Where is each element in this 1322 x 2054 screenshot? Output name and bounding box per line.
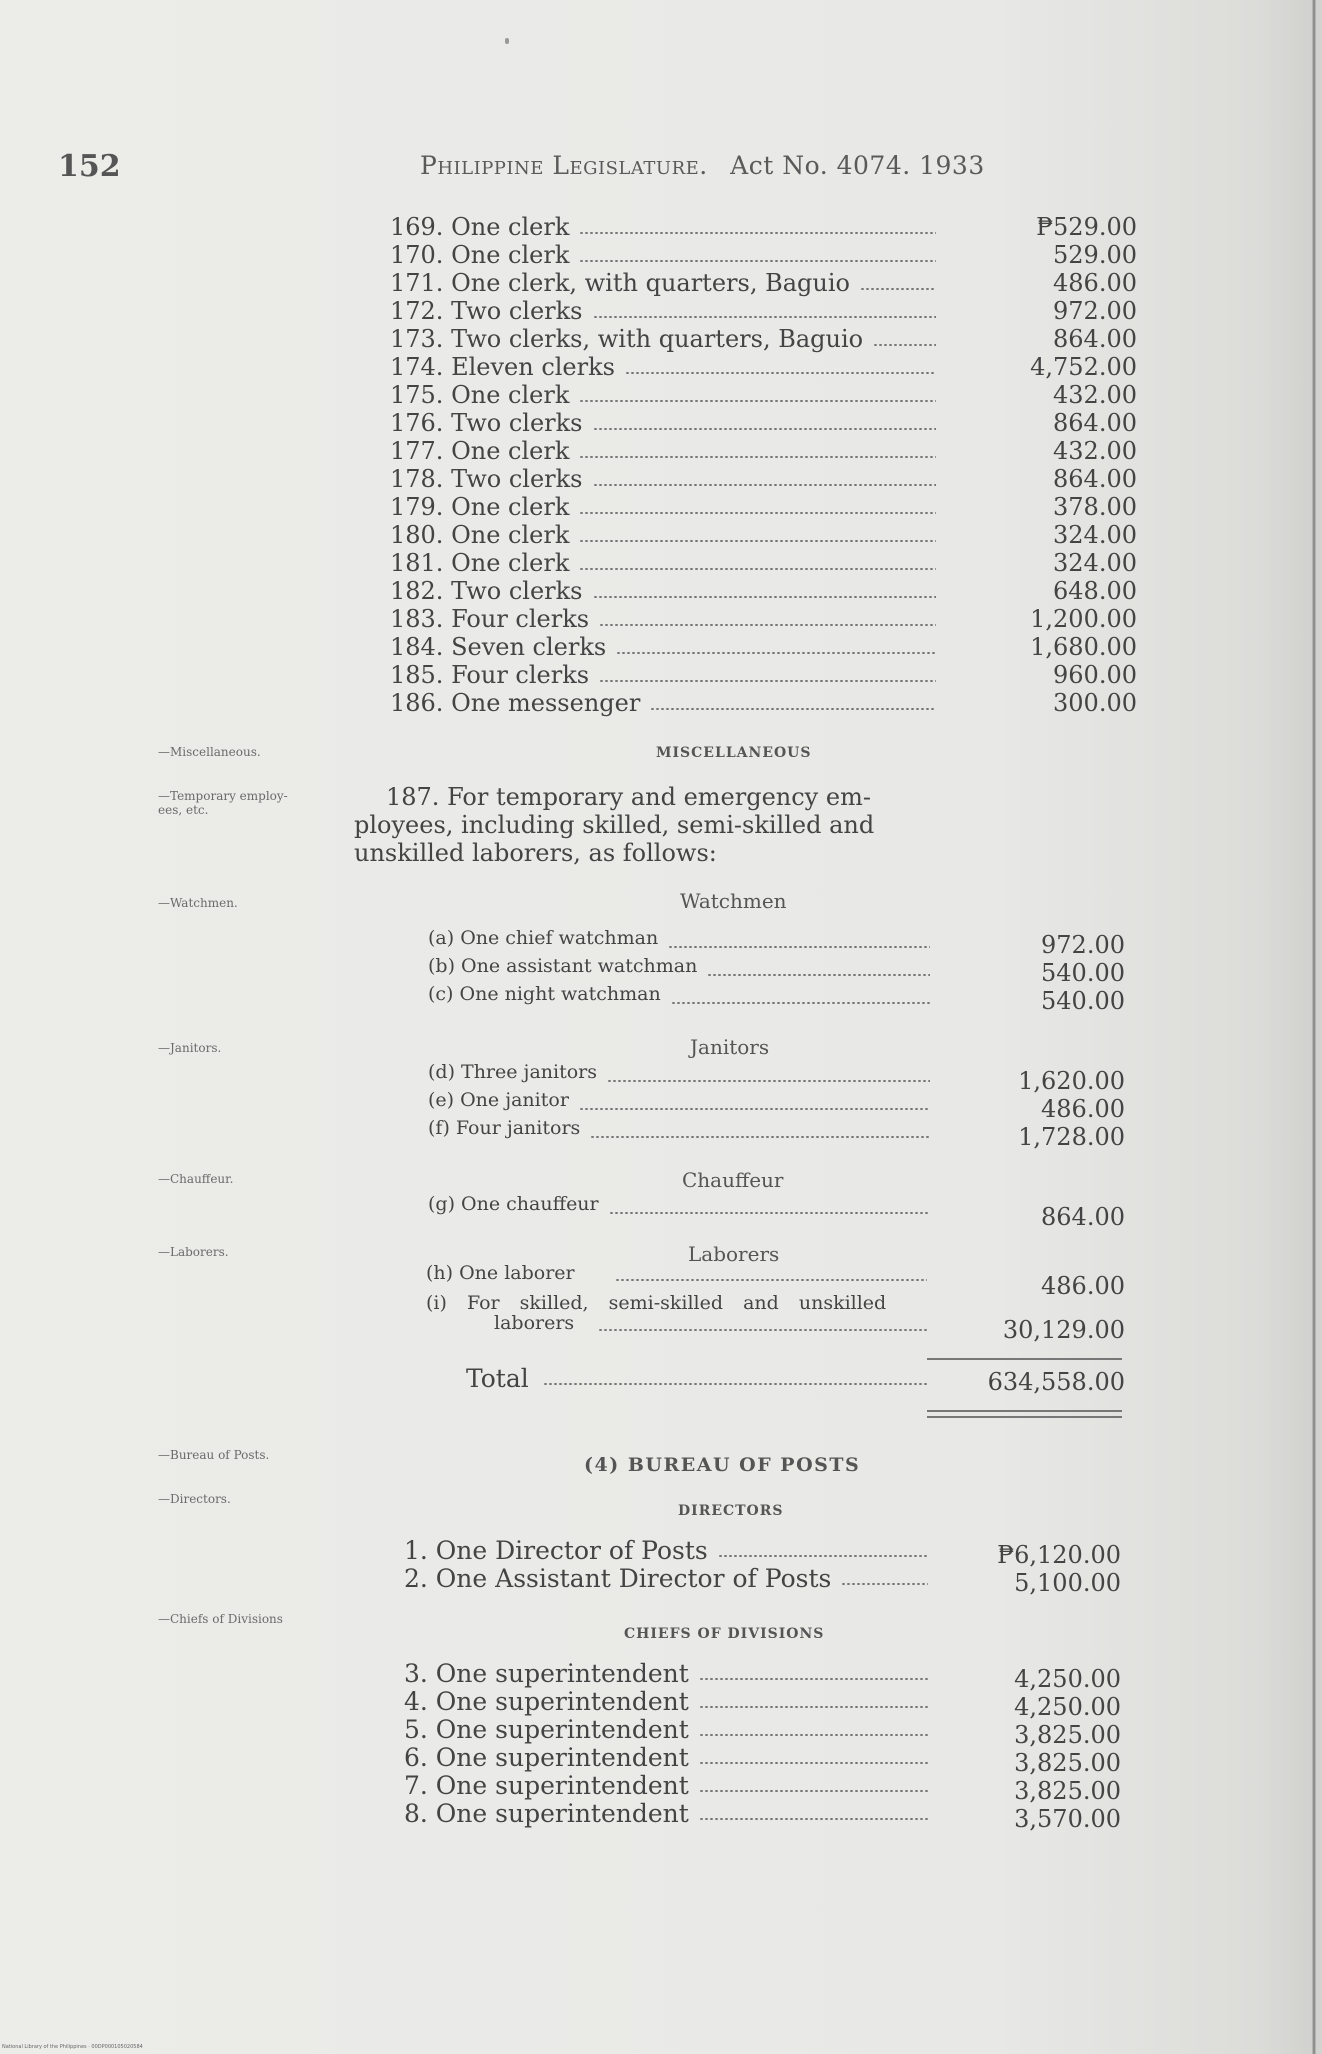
clerk-row-amount: 324.00 [1053,521,1137,549]
item-187-line-2: ployees, including skilled, semi-skilled and [354,811,875,839]
chief-row-label: 6. One superintendent [404,1743,689,1772]
director-row-label: 1. One Director of Posts [404,1536,708,1565]
clerk-row-label: 175. One clerk [390,381,570,409]
clerk-row-label: 171. One clerk, with quarters, Baguio [390,269,850,297]
margin-note-chauffeur: —Chauffeur. [158,1172,234,1186]
chief-row-amount: 3,825.00 [1014,1777,1121,1805]
watchman-row [0,983,1322,1015]
chief-row-amount: 4,250.00 [1014,1665,1121,1693]
chauffeur-row [0,1193,1322,1231]
leader-dots [699,1818,928,1820]
running-head [420,151,985,180]
margin-note-chiefs: —Chiefs of Divisions [158,1612,283,1626]
leader-dots [609,1212,930,1214]
chief-row-label: 4. One superintendent [404,1687,689,1716]
chauffeur-heading: Chauffeur [682,1168,784,1192]
clerk-row-label: 185. Four clerks [390,661,590,689]
clerk-row-amount: 1,200.00 [1030,605,1137,633]
leader-dots [543,1383,927,1385]
clerk-row-amount: 4,752.00 [1030,353,1137,381]
running-head-title: Philippine Legislature. [420,151,708,180]
margin-note-miscellaneous: —Miscellaneous. [158,745,261,759]
watchmen-heading: Watchmen [680,889,787,913]
clerk-row [0,689,1322,717]
watchman-row-label: (c) One night watchman [428,983,661,1005]
clerk-row-amount: 432.00 [1053,381,1137,409]
chief-row [0,1659,1322,1693]
director-row-amount: ₱6,120.00 [997,1541,1121,1569]
leader-dots [699,1706,928,1708]
leader-dots [598,1329,927,1331]
clerk-row [0,213,1322,241]
watchman-row [0,955,1322,987]
clerk-row-label: 173. Two clerks, with quarters, Baguio [390,325,864,353]
chiefs-heading: CHIEFS OF DIVISIONS [624,1626,825,1642]
leader-dots [593,428,936,430]
margin-note-janitors: —Janitors. [158,1041,222,1055]
clerk-row-amount: 486.00 [1053,269,1137,297]
miscellaneous-heading: MISCELLANEOUS [656,745,812,761]
leader-dots [590,1136,930,1138]
leader-dots [579,512,936,514]
item-187-line-3: unskilled laborers, as follows: [354,839,717,867]
chief-row-label: 3. One superintendent [404,1659,689,1688]
clerk-row-label: 176. Two clerks [390,409,583,437]
leader-dots [593,316,936,318]
chief-row [0,1715,1322,1749]
clerk-row [0,521,1322,549]
laborer-item-h [0,1262,1322,1300]
speck [505,38,509,44]
chief-row-amount: 3,570.00 [1014,1805,1121,1833]
total-rule-double-2 [927,1416,1122,1418]
laborer-i-label-line-1: (i) For skilled, semi-skilled and unskilled [426,1292,887,1314]
janitor-row-amount: 486.00 [1041,1095,1125,1123]
directors-heading: DIRECTORS [678,1503,784,1519]
janitor-row [0,1089,1322,1123]
margin-note-watchmen: —Watchmen. [158,896,238,910]
director-row [0,1536,1322,1569]
laborer-item-i-cont [0,1312,1322,1344]
clerk-row-label: 178. Two clerks [390,465,583,493]
clerk-row-amount: 972.00 [1053,297,1137,325]
clerk-row-label: 186. One messenger [390,689,641,717]
clerk-row [0,605,1322,633]
total-rule-top [927,1358,1122,1360]
clerk-row [0,465,1322,493]
margin-note-temporary-1: —Temporary employ- [158,789,288,803]
janitors-heading: Janitors [690,1035,770,1059]
clerk-row-amount: 864.00 [1053,325,1137,353]
bureau-of-posts-heading: (4) BUREAU OF POSTS [584,1454,861,1476]
clerk-row-amount: 864.00 [1053,409,1137,437]
janitor-row-label: (d) Three janitors [428,1061,597,1083]
footer-credit: National Library of the Philippines · 00DP000105020584 [2,2044,143,2050]
clerk-row [0,633,1322,661]
clerk-row-label: 169. One clerk [390,213,570,241]
margin-note-bureau-of-posts: —Bureau of Posts. [158,1448,270,1462]
clerk-row-amount: 432.00 [1053,437,1137,465]
total-row [0,1364,1322,1396]
leader-dots [699,1734,928,1736]
leader-dots [873,344,936,346]
page-number: 152 [58,149,121,184]
clerk-row-amount: 529.00 [1053,241,1137,269]
leader-dots [579,232,936,234]
janitor-row-label: (f) Four janitors [428,1117,581,1139]
clerk-row [0,269,1322,297]
clerk-row-label: 180. One clerk [390,521,570,549]
laborers-heading: Laborers [688,1242,780,1266]
total-label: Total [466,1364,529,1393]
leader-dots [650,708,936,710]
clerk-row [0,241,1322,269]
clerk-row-label: 174. Eleven clerks [390,353,615,381]
watchman-row-amount: 972.00 [1041,931,1125,959]
clerk-row [0,353,1322,381]
clerk-row [0,325,1322,353]
leader-dots [593,596,936,598]
watchman-row-label: (a) One chief watchman [428,927,659,949]
director-row-label: 2. One Assistant Director of Posts [404,1564,832,1593]
chauffeur-row-label: (g) One chauffeur [428,1193,599,1215]
leader-dots [599,680,936,682]
clerk-row-label: 183. Four clerks [390,605,590,633]
leader-dots [668,946,930,948]
leader-dots [707,974,930,976]
chauffeur-row-amount: 864.00 [1041,1203,1125,1231]
clerk-row [0,409,1322,437]
clerk-row-amount: 324.00 [1053,549,1137,577]
item-187-line-1: 187. For temporary and emergency em- [386,783,871,811]
clerk-row-label: 170. One clerk [390,241,570,269]
clerk-row-label: 182. Two clerks [390,577,583,605]
chief-row [0,1771,1322,1805]
chief-row-amount: 4,250.00 [1014,1693,1121,1721]
chief-row [0,1799,1322,1833]
chief-row-label: 5. One superintendent [404,1715,689,1744]
clerk-row-label: 181. One clerk [390,549,570,577]
clerk-row-label: 184. Seven clerks [390,633,607,661]
director-row-amount: 5,100.00 [1014,1569,1121,1597]
leader-dots [615,1279,927,1281]
clerk-row-label: 177. One clerk [390,437,570,465]
margin-note-directors: —Directors. [158,1492,231,1506]
leader-dots [579,568,936,570]
chief-row [0,1687,1322,1721]
margin-note-temporary-2: ees, etc. [158,803,209,817]
watchman-row [0,927,1322,959]
leader-dots [718,1555,928,1557]
chief-row-amount: 3,825.00 [1014,1721,1121,1749]
leader-dots [593,484,936,486]
clerk-row-amount: 648.00 [1053,577,1137,605]
margin-note-laborers: —Laborers. [158,1245,229,1259]
chief-row-label: 7. One superintendent [404,1771,689,1800]
clerk-row [0,493,1322,521]
watchman-row-amount: 540.00 [1041,987,1125,1015]
leader-dots [860,288,936,290]
leader-dots [616,652,936,654]
clerk-row [0,297,1322,325]
chief-row [0,1743,1322,1777]
total-amount: 634,558.00 [987,1368,1125,1396]
director-row [0,1564,1322,1597]
janitor-row-amount: 1,728.00 [1018,1123,1125,1151]
watchman-row-amount: 540.00 [1041,959,1125,987]
leader-dots [579,1108,930,1110]
leader-dots [579,540,936,542]
chief-row-amount: 3,825.00 [1014,1749,1121,1777]
clerk-row-label: 172. Two clerks [390,297,583,325]
clerk-row-amount: 1,680.00 [1030,633,1137,661]
leader-dots [699,1678,928,1680]
laborer-h-amount: 486.00 [1041,1272,1125,1300]
leader-dots [625,372,936,374]
leader-dots [579,456,936,458]
leader-dots [699,1790,928,1792]
laborer-i-label-line-2: laborers [494,1312,575,1334]
clerk-row-amount: ₱529.00 [1036,213,1137,241]
clerk-row [0,661,1322,689]
leader-dots [841,1583,928,1585]
leader-dots [671,1002,930,1004]
clerk-row [0,381,1322,409]
clerk-row-amount: 378.00 [1053,493,1137,521]
janitor-row [0,1061,1322,1095]
clerk-row-amount: 864.00 [1053,465,1137,493]
clerk-row [0,549,1322,577]
total-rule-double-1 [927,1410,1122,1412]
clerk-row-label: 179. One clerk [390,493,570,521]
laborer-i-amount: 30,129.00 [1002,1316,1125,1344]
watchman-row-label: (b) One assistant watchman [428,955,698,977]
clerk-row [0,577,1322,605]
leader-dots [579,260,936,262]
leader-dots [699,1762,928,1764]
leader-dots [607,1080,930,1082]
janitor-row-label: (e) One janitor [428,1089,569,1111]
chief-row-label: 8. One superintendent [404,1799,689,1828]
leader-dots [579,400,936,402]
laborer-h-label: (h) One laborer [426,1262,575,1284]
janitor-row-amount: 1,620.00 [1018,1067,1125,1095]
clerk-row-amount: 960.00 [1053,661,1137,689]
clerk-row-amount: 300.00 [1053,689,1137,717]
clerk-row [0,437,1322,465]
running-head-act: Act No. 4074. 1933 [730,151,985,180]
leader-dots [599,624,936,626]
janitor-row [0,1117,1322,1151]
